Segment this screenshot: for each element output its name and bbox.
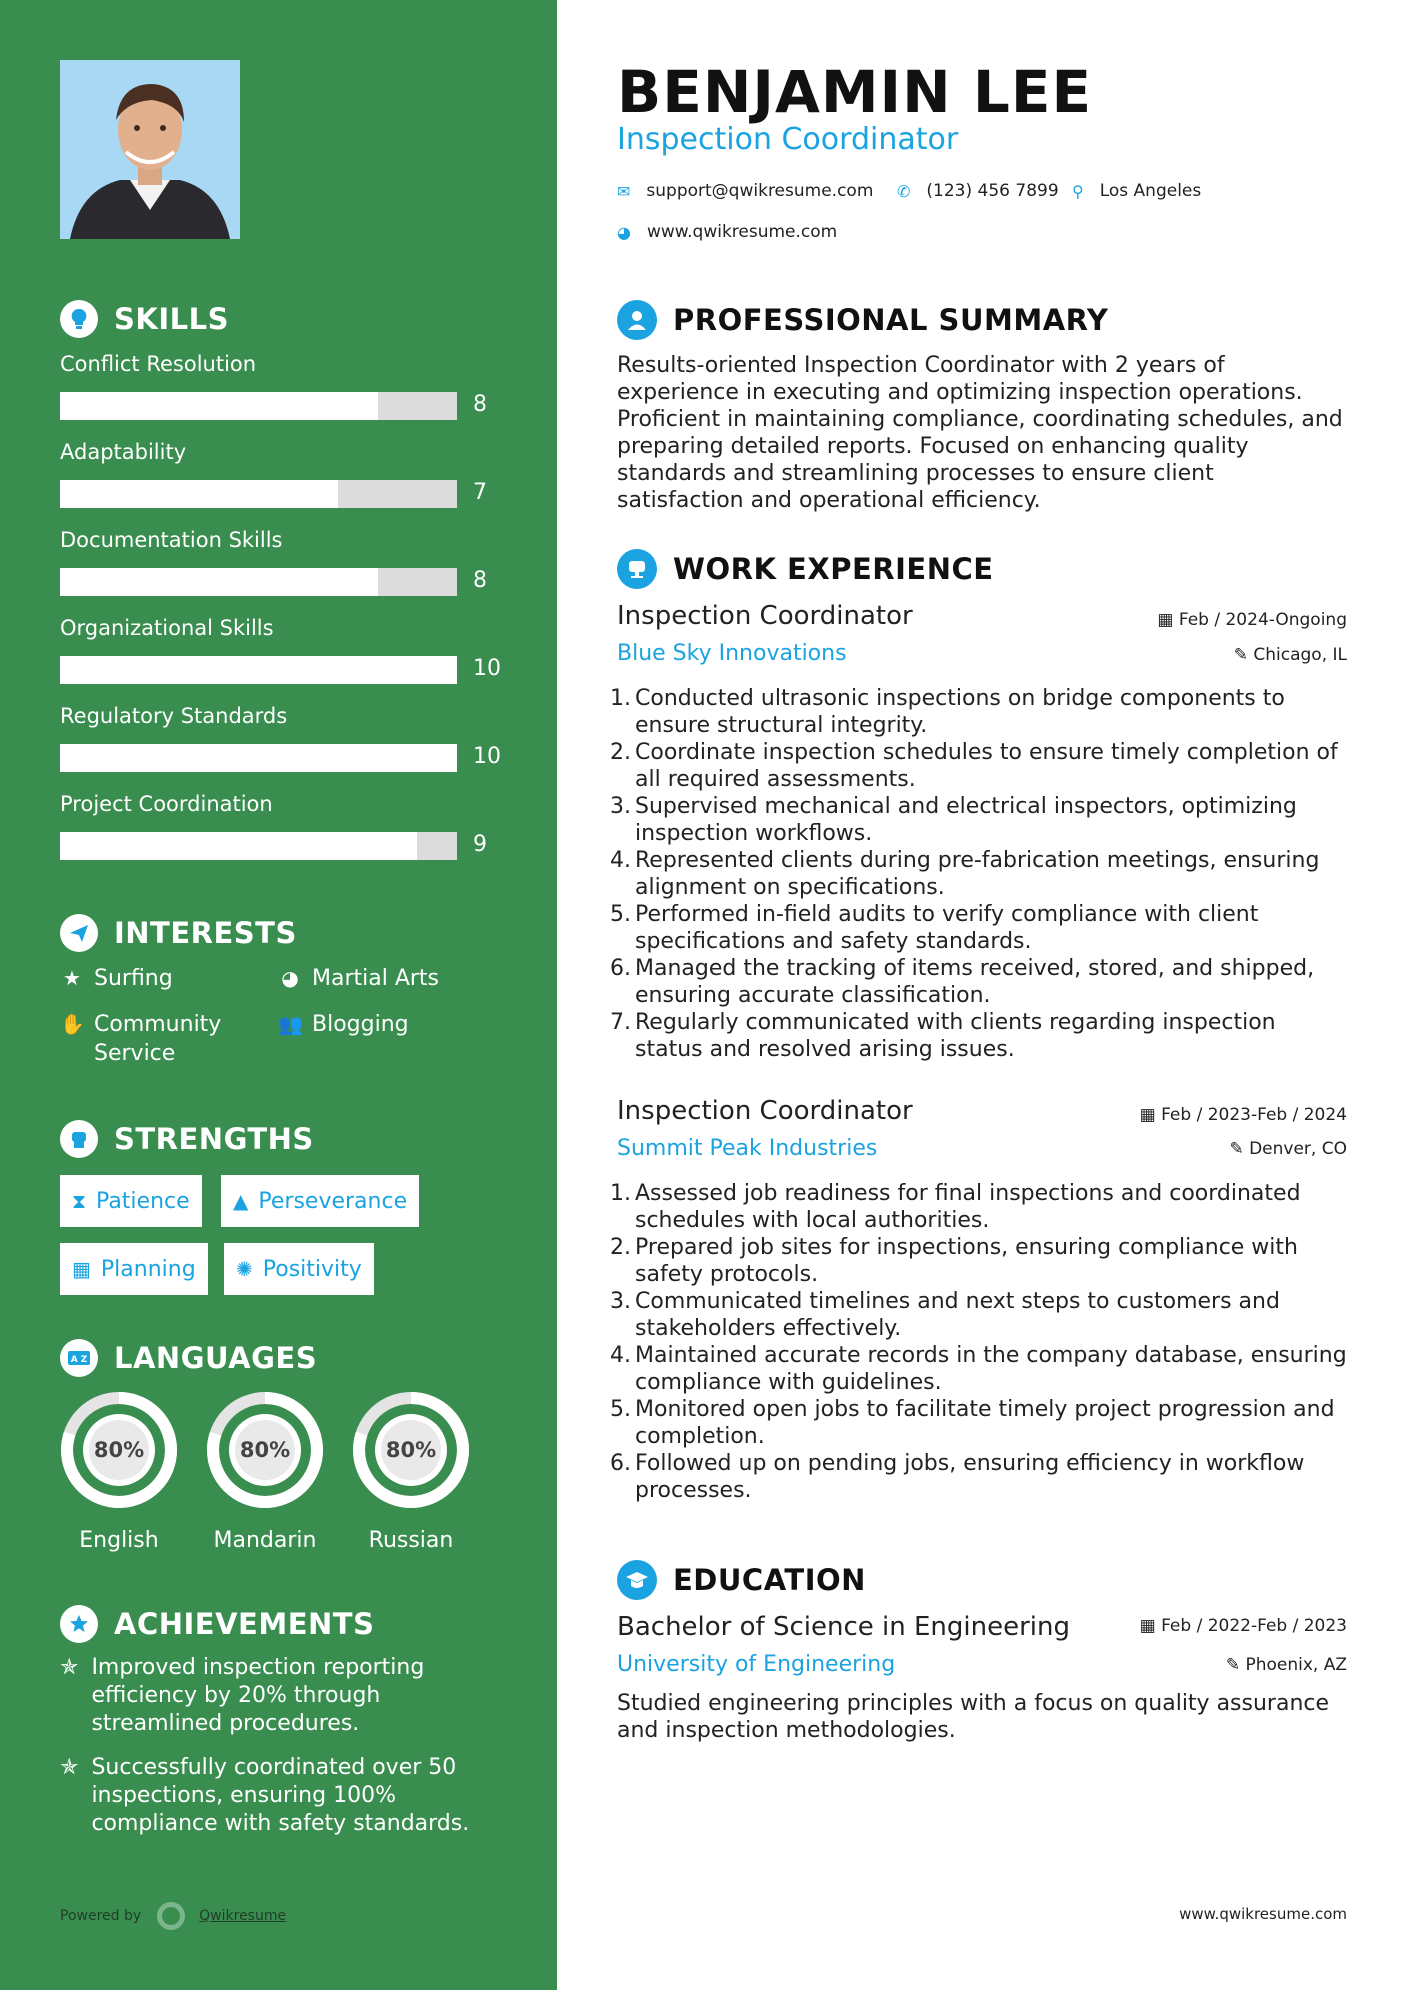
job-date-text: Feb / 2023-Feb / 2024 bbox=[1161, 1105, 1347, 1125]
skill-bar bbox=[60, 568, 457, 596]
website-contact bbox=[617, 222, 837, 242]
location-contact bbox=[1072, 181, 1201, 201]
skill-bar bbox=[60, 480, 457, 508]
strength-badge bbox=[60, 1243, 208, 1295]
bullet-text: Coordinate inspection schedules to ensure timely completion of all required assessments. bbox=[635, 740, 1338, 792]
skill-bar bbox=[60, 744, 457, 772]
interest-item bbox=[60, 1010, 260, 1068]
job-bullets bbox=[610, 1180, 1347, 1504]
skill-row bbox=[60, 352, 500, 417]
language-ring bbox=[57, 1388, 181, 1512]
skill-value: 7 bbox=[473, 480, 487, 505]
list-item: 5. Performed in-field audits to verify compliance with client specifications and safety standards. bbox=[610, 902, 1259, 954]
skill-name: Documentation Skills bbox=[60, 528, 283, 552]
list-item: 3. Supervised mechanical and electrical inspectors, optimizing inspection workflows. bbox=[610, 794, 1297, 846]
bullet-text: Followed up on pending jobs, ensuring efficiency in workflow processes. bbox=[635, 1451, 1305, 1503]
interest-item bbox=[60, 964, 173, 993]
job-location bbox=[1229, 1139, 1347, 1159]
job-location-text: Chicago, IL bbox=[1253, 645, 1347, 665]
language-name: Mandarin bbox=[213, 1528, 317, 1553]
list-item: 2. Prepared job sites for inspections, ensuring compliance with safety protocols. bbox=[610, 1235, 1298, 1287]
skill-name: Adaptability bbox=[60, 440, 187, 464]
pin-icon: ✎ bbox=[1233, 645, 1254, 665]
skills-title: SKILLS bbox=[114, 302, 229, 336]
language-item bbox=[203, 1388, 327, 1553]
footer-url[interactable]: www.qwikresume.com bbox=[1179, 1905, 1347, 1923]
summary-title: PROFESSIONAL SUMMARY bbox=[673, 303, 1109, 337]
bullet-text: Assessed job readiness for final inspections and coordinated schedules with local authorities. bbox=[635, 1181, 1301, 1233]
map-pin-icon: ⚲ bbox=[1072, 181, 1084, 201]
profile-photo bbox=[60, 60, 240, 239]
skill-row bbox=[60, 528, 500, 593]
language-name: English bbox=[79, 1528, 159, 1553]
email-contact bbox=[617, 181, 873, 201]
skill-value: 8 bbox=[473, 568, 487, 593]
list-item: 6. Followed up on pending jobs, ensuring efficiency in workflow processes. bbox=[610, 1451, 1305, 1503]
language-percent: 80% bbox=[239, 1438, 291, 1462]
globe-icon: ◕ bbox=[281, 966, 299, 990]
skill-row bbox=[60, 440, 500, 505]
pin-icon: ✎ bbox=[1229, 1139, 1250, 1159]
list-item: 1. Conducted ultrasonic inspections on bridge components to ensure structural integrity. bbox=[610, 686, 1285, 738]
skill-row bbox=[60, 792, 500, 857]
bullet-text: Prepared job sites for inspections, ensuring compliance with safety protocols. bbox=[635, 1235, 1298, 1287]
job-bullets bbox=[610, 685, 1347, 1063]
skill-bar bbox=[60, 832, 457, 860]
summary-text: Results-oriented Inspection Coordinator with 2 years of experience in executing and optimizing inspection operations. Proficient in maintaining compliance, coordinating schedules, and preparing detailed reports. Focused on enhancing quality standards and streamlining processes to ensure client satisfaction and operational efficiency. bbox=[617, 353, 1343, 513]
bullet-text: Maintained accurate records in the company database, ensuring compliance with guidelines. bbox=[635, 1343, 1347, 1395]
bullet-text: Supervised mechanical and electrical inspectors, optimizing inspection workflows. bbox=[635, 794, 1297, 846]
interest-label: Martial Arts bbox=[312, 966, 440, 991]
star-badge-icon bbox=[60, 1605, 98, 1643]
achievements-heading bbox=[60, 1605, 374, 1643]
pin-icon: ✎ bbox=[1225, 1655, 1246, 1675]
skill-name: Regulatory Standards bbox=[60, 704, 288, 728]
qwikresume-logo-icon bbox=[157, 1902, 185, 1930]
star-icon: ★ bbox=[63, 966, 81, 990]
fist-icon bbox=[60, 1120, 98, 1158]
hand-icon: ✋ bbox=[60, 1012, 85, 1036]
skill-bar-fill bbox=[60, 480, 338, 508]
calendar-icon: ▦ bbox=[72, 1257, 91, 1281]
interest-label: Surfing bbox=[94, 966, 173, 991]
skill-value: 9 bbox=[473, 832, 487, 857]
strength-badge bbox=[221, 1175, 419, 1227]
calendar-icon: ▦ bbox=[1139, 1616, 1162, 1636]
skill-value: 10 bbox=[473, 656, 501, 681]
education-location bbox=[1226, 1655, 1347, 1675]
calendar-icon: ▦ bbox=[1139, 1105, 1162, 1125]
languages-title: LANGUAGES bbox=[114, 1341, 318, 1375]
interest-item bbox=[278, 1010, 409, 1039]
list-item: 5. Monitored open jobs to facilitate timely project progression and completion. bbox=[610, 1397, 1335, 1449]
svg-text:A Z: A Z bbox=[70, 1355, 88, 1365]
list-item: 3. Communicated timelines and next steps to customers and stakeholders effectively. bbox=[610, 1289, 1280, 1341]
strength-label: Patience bbox=[96, 1188, 190, 1214]
achievement-item bbox=[60, 1754, 500, 1838]
achievement-text: Successfully coordinated over 50 inspections, ensuring 100% compliance with safety standards. bbox=[91, 1755, 470, 1836]
sun-icon: ✺ bbox=[236, 1257, 253, 1281]
job-company: Summit Peak Industries bbox=[617, 1136, 878, 1161]
language-percent: 80% bbox=[385, 1438, 437, 1462]
skill-value: 8 bbox=[473, 392, 487, 417]
phone-contact bbox=[897, 181, 1059, 201]
school-name: University of Engineering bbox=[617, 1652, 896, 1677]
strengths-heading bbox=[60, 1120, 314, 1158]
strength-label: Perseverance bbox=[258, 1188, 408, 1214]
list-item: 2. Coordinate inspection schedules to ensure timely completion of all required assessments. bbox=[610, 740, 1338, 792]
achievement-text: Improved inspection reporting efficiency by 20% through streamlined procedures. bbox=[91, 1655, 425, 1736]
job-company: Blue Sky Innovations bbox=[617, 641, 847, 666]
skill-name: Conflict Resolution bbox=[60, 352, 257, 376]
list-item: 4. Maintained accurate records in the company database, ensuring compliance with guidelines. bbox=[610, 1343, 1347, 1395]
shooting-star-icon: ✯ bbox=[60, 1755, 79, 1780]
bullet-text: Communicated timelines and next steps to customers and stakeholders effectively. bbox=[635, 1289, 1280, 1341]
list-item: 4. Represented clients during pre-fabrication meetings, ensuring alignment on specifications. bbox=[610, 848, 1320, 900]
bullet-text: Regularly communicated with clients regarding inspection status and resolved arising issues. bbox=[635, 1010, 1276, 1062]
calendar-icon: ▦ bbox=[1157, 610, 1179, 630]
candidate-name: BENJAMIN LEE bbox=[617, 58, 1093, 126]
road-icon: ▲ bbox=[233, 1189, 249, 1213]
skill-row bbox=[60, 616, 501, 681]
hourglass-icon: ⧗ bbox=[72, 1189, 87, 1213]
education-date-text: Feb / 2022-Feb / 2023 bbox=[1161, 1616, 1347, 1636]
strength-label: Planning bbox=[100, 1256, 196, 1282]
brand-link[interactable]: Qwikresume bbox=[199, 1908, 287, 1924]
job-location bbox=[1234, 645, 1347, 665]
language-ring bbox=[203, 1388, 327, 1512]
list-item: 6. Managed the tracking of items received, stored, and shipped, ensuring accurate classification. bbox=[610, 956, 1315, 1008]
skill-bar-fill bbox=[60, 392, 378, 420]
website-text[interactable]: www.qwikresume.com bbox=[646, 222, 838, 242]
powered-by-label: Powered by bbox=[60, 1908, 142, 1924]
skill-name: Organizational Skills bbox=[60, 616, 274, 640]
job-location-text: Denver, CO bbox=[1249, 1139, 1347, 1159]
skill-name: Project Coordination bbox=[60, 792, 273, 816]
envelope-icon: ✉ bbox=[617, 181, 631, 201]
education-title: EDUCATION bbox=[673, 1563, 866, 1597]
education-location-text: Phoenix, AZ bbox=[1245, 1655, 1347, 1675]
education-description: Studied engineering principles with a focus on quality assurance and inspection methodologies. bbox=[617, 1691, 1330, 1743]
lightbulb-icon bbox=[60, 300, 98, 338]
job-date bbox=[1140, 1105, 1347, 1125]
users-icon: 👥 bbox=[278, 1012, 303, 1036]
achievement-item bbox=[60, 1654, 500, 1738]
interest-label: Blogging bbox=[312, 1012, 409, 1037]
languages-heading bbox=[60, 1339, 317, 1377]
skill-bar-fill bbox=[60, 568, 378, 596]
skill-bar bbox=[60, 392, 457, 420]
bullet-text: Managed the tracking of items received, stored, and shipped, ensuring accurate classification. bbox=[635, 956, 1315, 1008]
bullet-text: Conducted ultrasonic inspections on bridge components to ensure structural integrity. bbox=[635, 686, 1285, 738]
user-icon bbox=[617, 300, 657, 340]
powered-by bbox=[60, 1902, 286, 1930]
strengths-title: STRENGTHS bbox=[114, 1122, 314, 1156]
education-date bbox=[1140, 1616, 1347, 1636]
experience-title: WORK EXPERIENCE bbox=[673, 552, 994, 586]
graduation-cap-icon bbox=[617, 1560, 657, 1600]
globe-icon: ◕ bbox=[617, 222, 631, 242]
language-percent: 80% bbox=[93, 1438, 145, 1462]
experience-heading bbox=[617, 549, 994, 589]
education-heading bbox=[617, 1560, 866, 1600]
shooting-star-icon: ✯ bbox=[60, 1655, 79, 1680]
skill-bar-fill bbox=[60, 744, 457, 772]
interest-label: Community Service bbox=[94, 1012, 222, 1066]
list-item: 7. Regularly communicated with clients regarding inspection status and resolved arising issues. bbox=[610, 1010, 1276, 1062]
phone-icon: ✆ bbox=[897, 181, 911, 201]
candidate-role: Inspection Coordinator bbox=[617, 122, 959, 157]
language-item bbox=[349, 1388, 473, 1553]
summary-heading bbox=[617, 300, 1108, 340]
bullet-text: Performed in-field audits to verify compliance with client specifications and safety standards. bbox=[635, 902, 1259, 954]
list-item: 1. Assessed job readiness for final inspections and coordinated schedules with local authorities. bbox=[610, 1181, 1301, 1233]
job-date bbox=[1157, 610, 1347, 630]
bullet-text: Monitored open jobs to facilitate timely project progression and completion. bbox=[635, 1397, 1335, 1449]
sidebar bbox=[0, 0, 557, 1990]
translate-icon bbox=[60, 1339, 98, 1377]
bullet-text: Represented clients during pre-fabrication meetings, ensuring alignment on specifications. bbox=[635, 848, 1320, 900]
job-title: Inspection Coordinator bbox=[617, 601, 913, 631]
location-text: Los Angeles bbox=[1099, 181, 1202, 201]
strength-label: Positivity bbox=[262, 1256, 362, 1282]
skill-bar-fill bbox=[60, 656, 457, 684]
skill-bar-fill bbox=[60, 832, 417, 860]
language-item bbox=[57, 1388, 181, 1553]
paper-plane-icon bbox=[60, 914, 98, 952]
degree-title: Bachelor of Science in Engineering bbox=[617, 1612, 1070, 1642]
strength-badge bbox=[60, 1175, 202, 1227]
interests-title: INTERESTS bbox=[114, 916, 297, 950]
achievements-title: ACHIEVEMENTS bbox=[114, 1607, 375, 1641]
skill-row bbox=[60, 704, 501, 769]
briefcase-icon bbox=[617, 549, 657, 589]
strength-badge bbox=[224, 1243, 374, 1295]
skill-value: 10 bbox=[473, 744, 501, 769]
job-title: Inspection Coordinator bbox=[617, 1096, 913, 1126]
skills-heading bbox=[60, 300, 229, 338]
skill-bar bbox=[60, 656, 457, 684]
interests-heading bbox=[60, 914, 297, 952]
phone-text[interactable]: (123) 456 7899 bbox=[926, 181, 1059, 201]
language-name: Russian bbox=[368, 1528, 454, 1553]
job-date-text: Feb / 2024-Ongoing bbox=[1178, 610, 1347, 630]
interest-item bbox=[278, 964, 439, 993]
email-text[interactable]: support@qwikresume.com bbox=[646, 181, 874, 201]
language-ring bbox=[349, 1388, 473, 1512]
